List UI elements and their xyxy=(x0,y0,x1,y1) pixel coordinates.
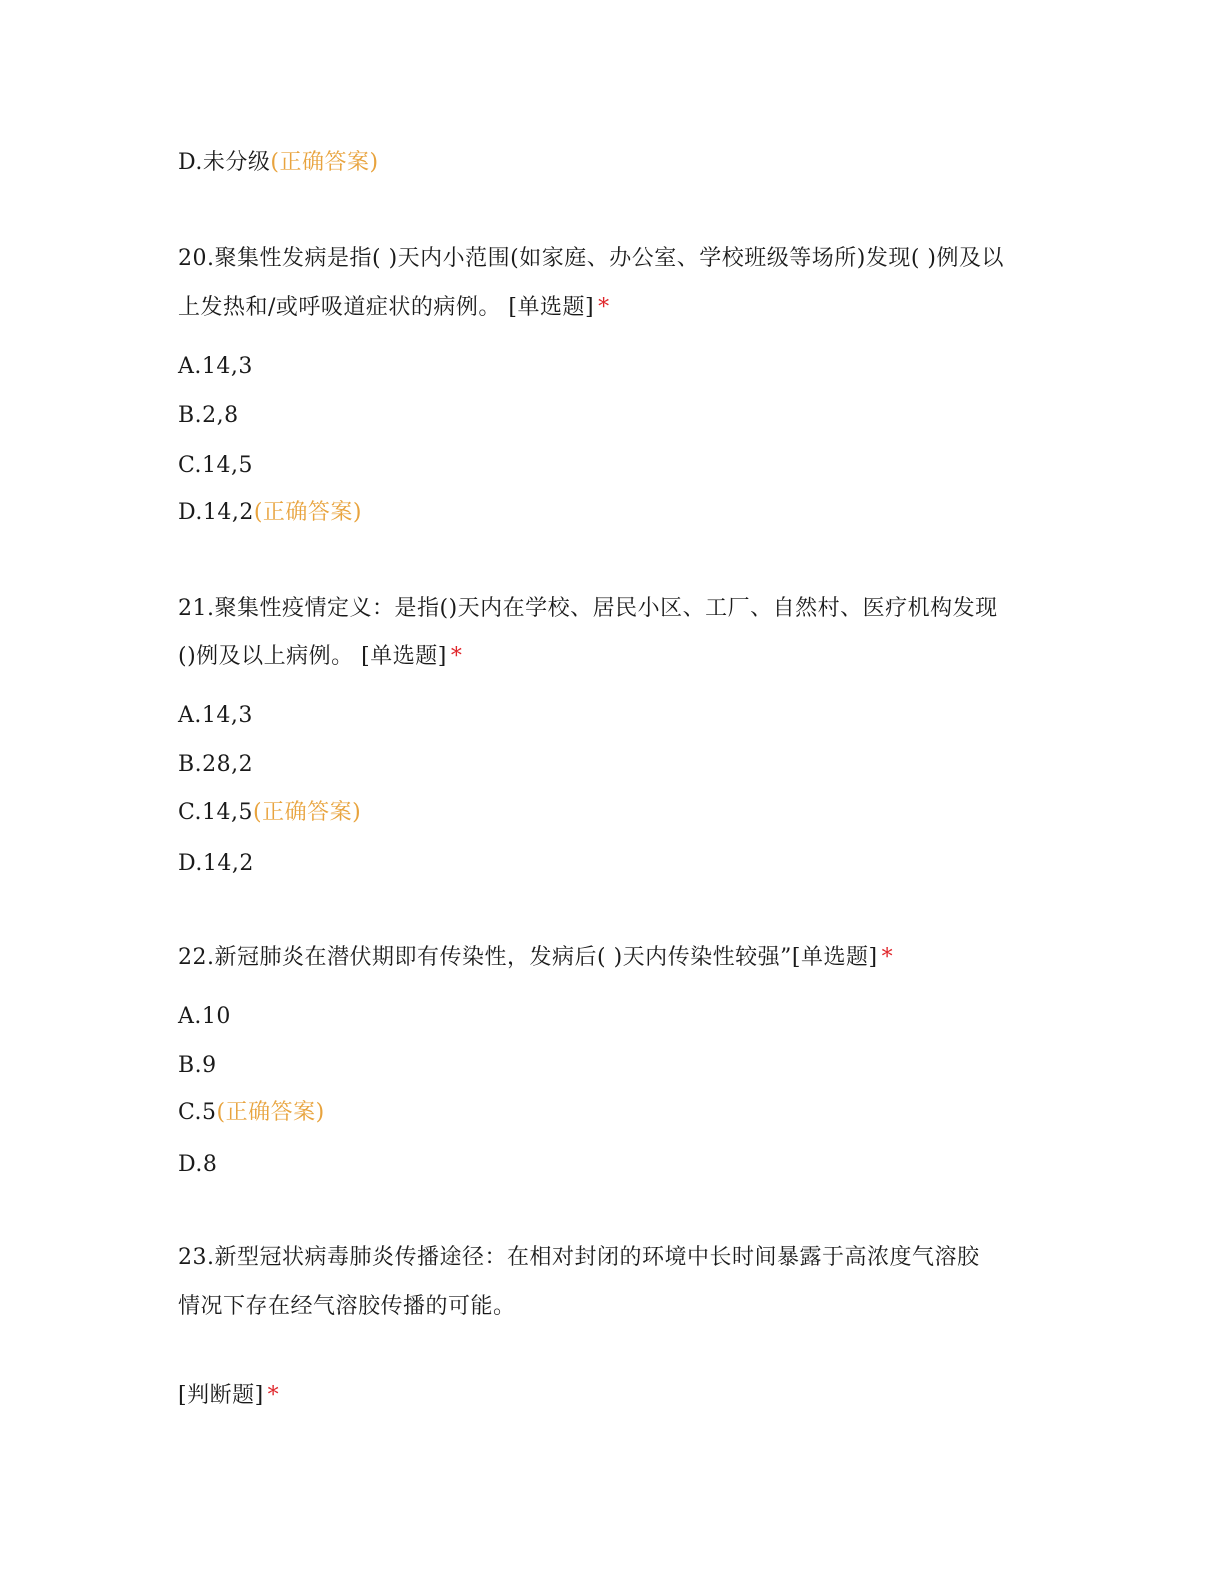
question-type: [判断题] xyxy=(178,1383,264,1408)
q20-option-c xyxy=(178,451,253,481)
q23-type-label xyxy=(178,1381,279,1411)
q20-option-a xyxy=(178,352,253,382)
q21-option-c xyxy=(178,798,361,828)
q20-text-line1: 20.聚集性发病是指( )天内小范围(如家庭、办公室、学校班级等场所)发现( )例及以 xyxy=(178,246,1004,271)
q21-text-line2 xyxy=(178,642,462,672)
q23-text-line1: 23.新型冠状病毒肺炎传播途径：在相对封闭的环境中长时间暴露于高浓度气溶胶 xyxy=(178,1245,980,1270)
option-text: A.14,3 xyxy=(178,354,253,379)
q22-text-line1 xyxy=(178,943,893,973)
q21-option-a xyxy=(178,701,253,731)
option-text: A.14,3 xyxy=(178,703,253,728)
correct-answer-mark: (正确答案) xyxy=(270,150,379,175)
q20-option-b xyxy=(178,401,239,431)
correct-answer-mark: (正确答案) xyxy=(216,1100,325,1125)
required-star: * xyxy=(881,945,894,970)
q21-text-line1: 21.聚集性疫情定义：是指()天内在学校、居民小区、工厂、自然村、医疗机构发现 xyxy=(178,596,998,621)
option-text: A.10 xyxy=(178,1004,231,1029)
q22-text: 22.新冠肺炎在潜伏期即有传染性，发病后( )天内传染性较强”[单选题] xyxy=(178,945,878,970)
q22-option-a xyxy=(178,1002,231,1032)
q22-option-c xyxy=(178,1098,325,1128)
option-text: B.28,2 xyxy=(178,752,254,777)
q21-option-b xyxy=(178,750,253,780)
option-text: D.未分级 xyxy=(178,150,271,175)
q22-option-d xyxy=(178,1150,217,1180)
correct-answer-mark: (正确答案) xyxy=(253,800,362,825)
option-text: D.14,2 xyxy=(178,851,254,876)
required-star: * xyxy=(450,644,463,669)
option-text: D.8 xyxy=(178,1152,218,1177)
required-star: * xyxy=(267,1383,280,1408)
option-text: D.14,2 xyxy=(178,500,254,525)
q21-option-d xyxy=(178,849,254,879)
q20-text: 上发热和/或呼吸道症状的病例。 [单选题] xyxy=(178,295,595,320)
option-text: B.2,8 xyxy=(178,403,239,428)
q23-text-line2: 情况下存在经气溶胶传播的可能。 xyxy=(178,1294,516,1319)
q20-text-line2 xyxy=(178,293,610,323)
option-text: B.9 xyxy=(178,1053,217,1078)
q21-text: ()例及以上病例。 [单选题] xyxy=(178,644,447,669)
option-text: C.14,5 xyxy=(178,453,254,478)
q22-option-b xyxy=(178,1051,217,1081)
option-text: C.14,5 xyxy=(178,800,254,825)
option-text: C.5 xyxy=(178,1100,217,1125)
option-d-prev xyxy=(178,148,379,178)
q20-option-d xyxy=(178,498,362,528)
correct-answer-mark: (正确答案) xyxy=(253,500,363,525)
required-star: * xyxy=(598,295,610,320)
